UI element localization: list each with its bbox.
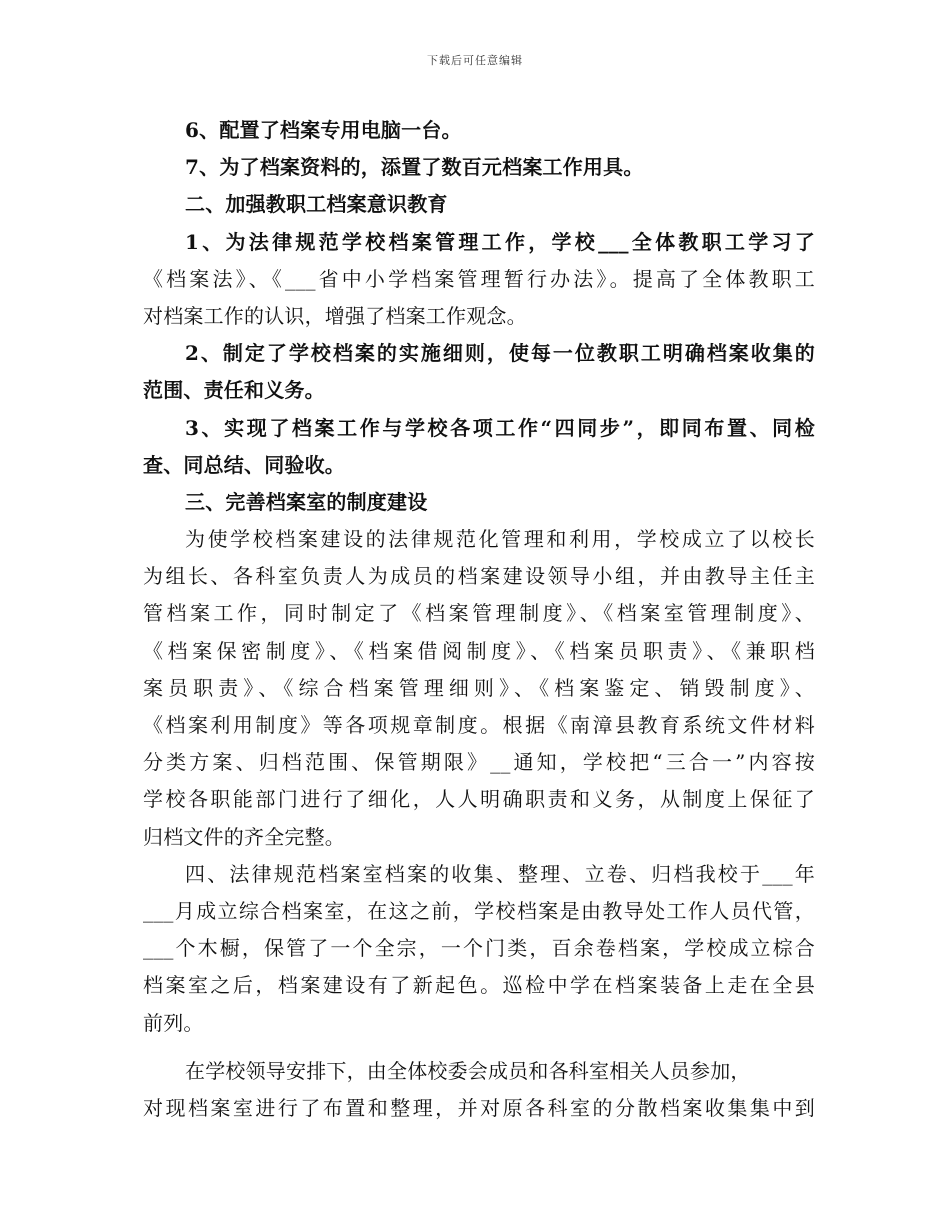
text-line: 《档案法》、《___省中小学档案管理暂行办法》。提高了全体教职工: [143, 266, 815, 291]
text-line: 前列。: [143, 1010, 204, 1035]
text-line: 2、制定了学校档案的实施细则，使每一位教职工明确档案收集的: [185, 341, 815, 366]
text-line: 对现档案室进行了布置和整理，并对原各科室的分散档案收集集中到: [143, 1095, 815, 1120]
text-line: 3、实现了档案工作与学校各项工作“四同步”，即同布置、同检: [185, 415, 815, 440]
text-line: 《档案利用制度》等各项规章制度。根据《南漳县教育系统文件材料: [143, 713, 815, 737]
text-line: 分类方案、归档范围、保管期限》__通知，学校把“三合一”内容按: [143, 750, 815, 775]
page-header: 下载后可任意编辑: [427, 54, 523, 67]
text-line: 归档文件的齐全完整。: [143, 824, 345, 849]
text-line: 档案室之后，档案建设有了新起色。巡检中学在档案装备上走在全县: [143, 973, 815, 998]
text-line: 四、法律规范档案室档案的收集、整理、立卷、归档我校于___年: [185, 861, 815, 886]
document-body: [143, 112, 815, 1127]
text-line: 管档案工作，同时制定了《档案管理制度》、《档案室管理制度》、: [143, 601, 815, 626]
text-line: ___月成立综合档案室，在这之前，学校档案是由教导处工作人员代管，: [143, 898, 815, 923]
text-line: 三、完善档案室的制度建设: [185, 489, 428, 514]
text-line: 二、加强教职工档案意识教育: [185, 192, 448, 217]
text-line: 学校各职能部门进行了细化，人人明确职责和义务，从制度上保征了: [143, 787, 815, 812]
text-line: 案员职责》、《综合档案管理细则》、《档案鉴定、销毁制度》、: [143, 675, 815, 700]
text-line: 7、为了档案资料的，添置了数百元档案工作用具。: [185, 155, 644, 180]
text-line: 查、同总结、同验收。: [143, 452, 345, 477]
text-line: ___个木橱，保管了一个全宗，一个门类，百余卷档案，学校成立棕合: [143, 936, 815, 961]
text-line: 为组长、各科室负责人为成员的档案建设领导小组，并由教导主任主: [143, 564, 815, 589]
text-line: 在学校领导安排下，由全体校委会成员和各科室相关人员参加，: [185, 1058, 751, 1083]
text-line: 范围、责任和义务。: [143, 378, 325, 403]
text-line: 6、配置了档案专用电脑一台。: [185, 118, 462, 142]
text-line: 对档案工作的认识，增强了档案工作观念。: [143, 303, 527, 328]
text-line: 为使学校档案建设的法律规范化管理和利用，学校成立了以校长: [185, 527, 815, 552]
text-line: 《档案保密制度》、《档案借阅制度》、《档案员职责》、《兼职档: [143, 638, 815, 663]
text-line: 1、为法律规范学校档案管理工作，学校___全体教职工学习了: [185, 229, 815, 254]
